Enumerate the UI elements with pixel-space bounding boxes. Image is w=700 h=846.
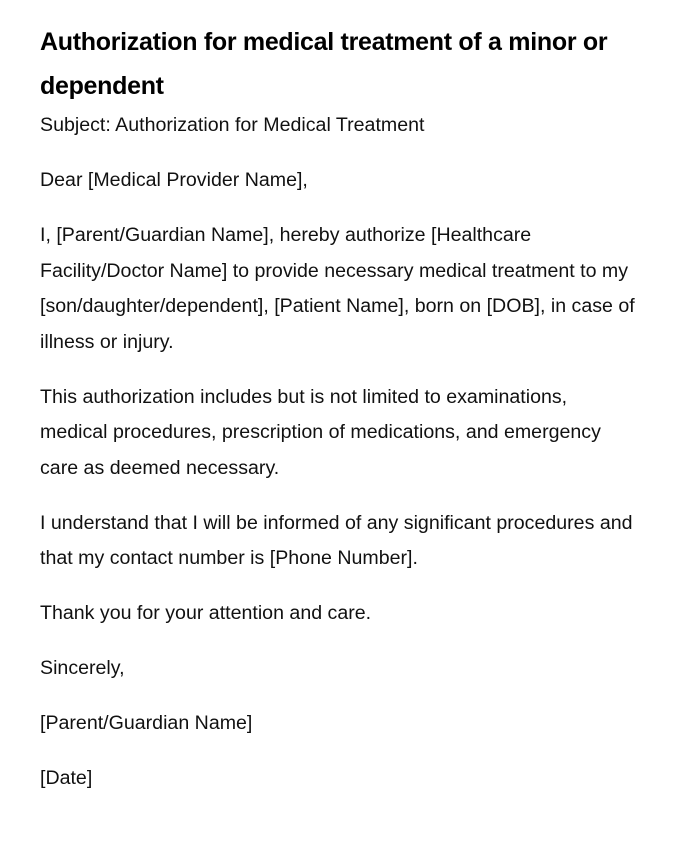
- document-title: Authorization for medical treatment of a minor or dependent: [40, 28, 608, 100]
- body-paragraph-scope: This authorization includes but is not limited to examinations, medical procedures, prescription of medications, and emergency care as deemed necessary.: [40, 385, 601, 479]
- body-paragraph-contact: I understand that I will be informed of any significant procedures and that my contact number is [Phone Number].: [40, 511, 633, 569]
- subject-line: Subject: Authorization for Medical Treatment: [40, 114, 425, 136]
- signature-name: [Parent/Guardian Name]: [40, 712, 253, 734]
- body-paragraph-thanks: Thank you for your attention and care.: [40, 602, 372, 624]
- greeting: Dear [Medical Provider Name],: [40, 169, 308, 191]
- date-field: [Date]: [40, 767, 93, 789]
- closing: Sincerely,: [40, 657, 125, 679]
- document-page: [40, 20, 640, 797]
- body-paragraph-authorization: I, [Parent/Guardian Name], hereby authorize [Healthcare Facility/Doctor Name] to provide necessary medical treatment to my [son/daughter/dependent], [Patient Name], born on [DOB], in case of illness or injury.: [40, 224, 635, 353]
